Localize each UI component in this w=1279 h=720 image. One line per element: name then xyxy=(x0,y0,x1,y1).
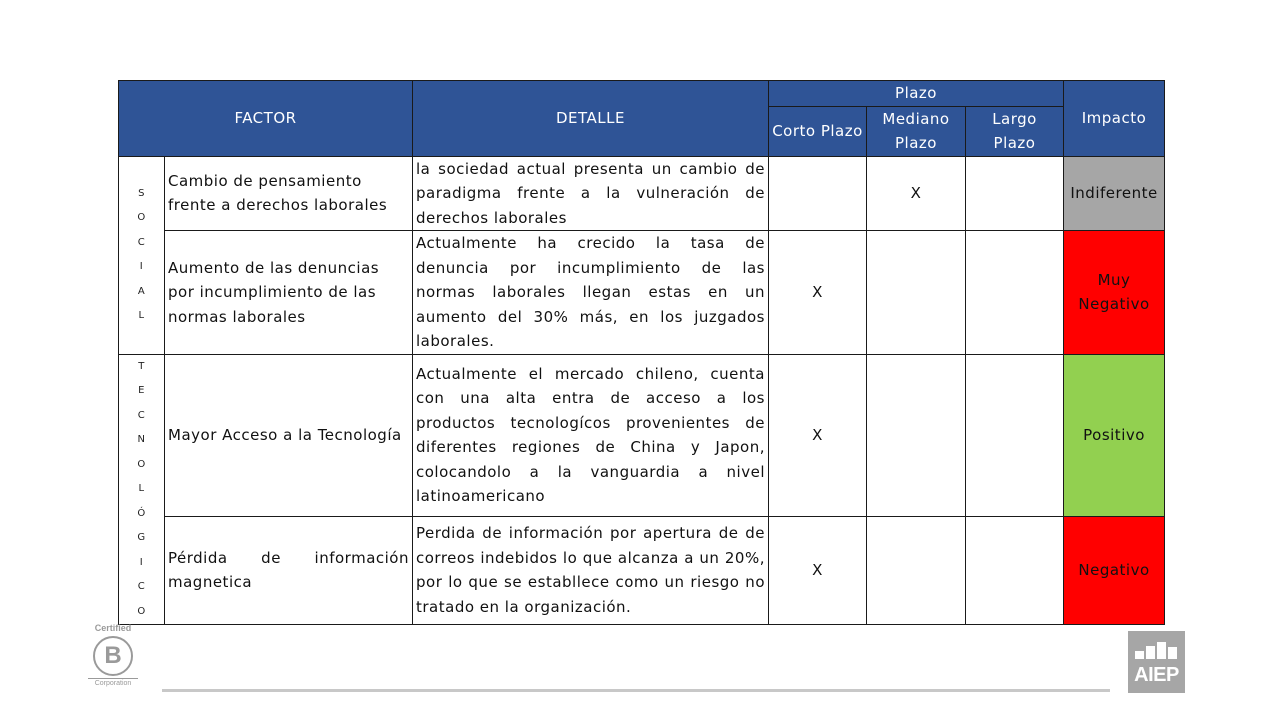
corto-plazo-cell: X xyxy=(769,231,867,355)
category-letter: C xyxy=(137,581,146,592)
category-letter: L xyxy=(138,483,145,494)
bcorp-b-icon: B xyxy=(93,636,133,676)
pestel-table xyxy=(118,80,1165,625)
impact-cell: Muy Negativo xyxy=(1064,231,1165,355)
category-letter: S xyxy=(138,187,145,199)
bcorp-logo xyxy=(88,623,138,693)
category-letter: G xyxy=(137,532,146,543)
impact-cell: Positivo xyxy=(1064,354,1165,516)
impact-cell: Indiferente xyxy=(1064,156,1165,231)
factor-cell: Pérdida de información magnetica xyxy=(165,516,413,624)
detail-cell: la sociedad actual presenta un cambio de paradigma frente a la vulneración de derechos laborales xyxy=(413,156,769,231)
category-letter: L xyxy=(138,310,145,321)
mediano-plazo-cell: X xyxy=(867,156,966,231)
largo-plazo-cell xyxy=(966,354,1064,516)
category-letter: O xyxy=(137,212,146,223)
corto-plazo-cell: X xyxy=(769,354,867,516)
bcorp-certified-text: Certified xyxy=(94,623,132,633)
category-letter: T xyxy=(138,360,145,372)
category-letter: O xyxy=(137,605,146,617)
detail-cell: Actualmente el mercado chileno, cuenta con una alta entra de acceso a los productos tecnologícos provenientes de diferentes regiones de China y Japon, colocandolo a la vanguardia a nivel latinoamericano xyxy=(413,354,769,516)
mediano-plazo-cell xyxy=(867,516,966,624)
detail-cell: Perdida de información por apertura de de correos indebidos lo que alcanza a un 20%, por lo que se establlece como un riesgo no tratado en la organización. xyxy=(413,516,769,624)
corto-plazo-cell: X xyxy=(769,516,867,624)
detail-cell: Actualmente ha crecido la tasa de denuncia por incumplimiento de las normas laborales llegan estas en un aumento del 30% más, en los juzgados laborales. xyxy=(413,231,769,355)
header-largo-plazo: Largo Plazo xyxy=(966,106,1064,156)
header-detalle: DETALLE xyxy=(413,81,769,157)
mediano-plazo-cell xyxy=(867,231,966,355)
table-row xyxy=(119,354,1165,516)
mediano-plazo-cell xyxy=(867,354,966,516)
table-row xyxy=(119,231,1165,355)
category-tecnologico xyxy=(119,354,165,625)
category-letter: E xyxy=(138,385,145,396)
category-social xyxy=(119,156,165,354)
category-letter: C xyxy=(137,409,146,421)
largo-plazo-cell xyxy=(966,231,1064,355)
category-letter: A xyxy=(137,285,146,297)
factor-cell: Aumento de las denuncias por incumplimiento de las normas laborales xyxy=(165,231,413,355)
category-letter: I xyxy=(139,261,144,272)
table-row xyxy=(119,156,1165,231)
header-plazo: Plazo xyxy=(769,81,1064,107)
header-corto-plazo: Corto Plazo xyxy=(769,106,867,156)
category-letter: I xyxy=(139,556,144,568)
largo-plazo-cell xyxy=(966,516,1064,624)
header-factor: FACTOR xyxy=(119,81,413,157)
aiep-logo-text: AIEP xyxy=(1134,664,1179,686)
table-row xyxy=(119,516,1165,624)
factor-cell: Mayor Acceso a la Tecnología xyxy=(165,354,413,516)
category-letter: O xyxy=(137,458,146,470)
corto-plazo-cell xyxy=(769,156,867,231)
aiep-logo xyxy=(1128,631,1185,693)
bcorp-corporation-text: Corporation xyxy=(88,678,138,688)
impact-cell: Negativo xyxy=(1064,516,1165,624)
category-letter: Ó xyxy=(137,507,146,519)
category-letter: C xyxy=(137,236,146,248)
category-letter: N xyxy=(137,434,146,445)
aiep-bars-icon xyxy=(1135,641,1179,659)
header-mediano-plazo: Mediano Plazo xyxy=(867,106,966,156)
header-impacto: Impacto xyxy=(1064,81,1165,157)
footer-divider xyxy=(162,689,1110,692)
factor-cell: Cambio de pensamiento frente a derechos laborales xyxy=(165,156,413,231)
largo-plazo-cell xyxy=(966,156,1064,231)
